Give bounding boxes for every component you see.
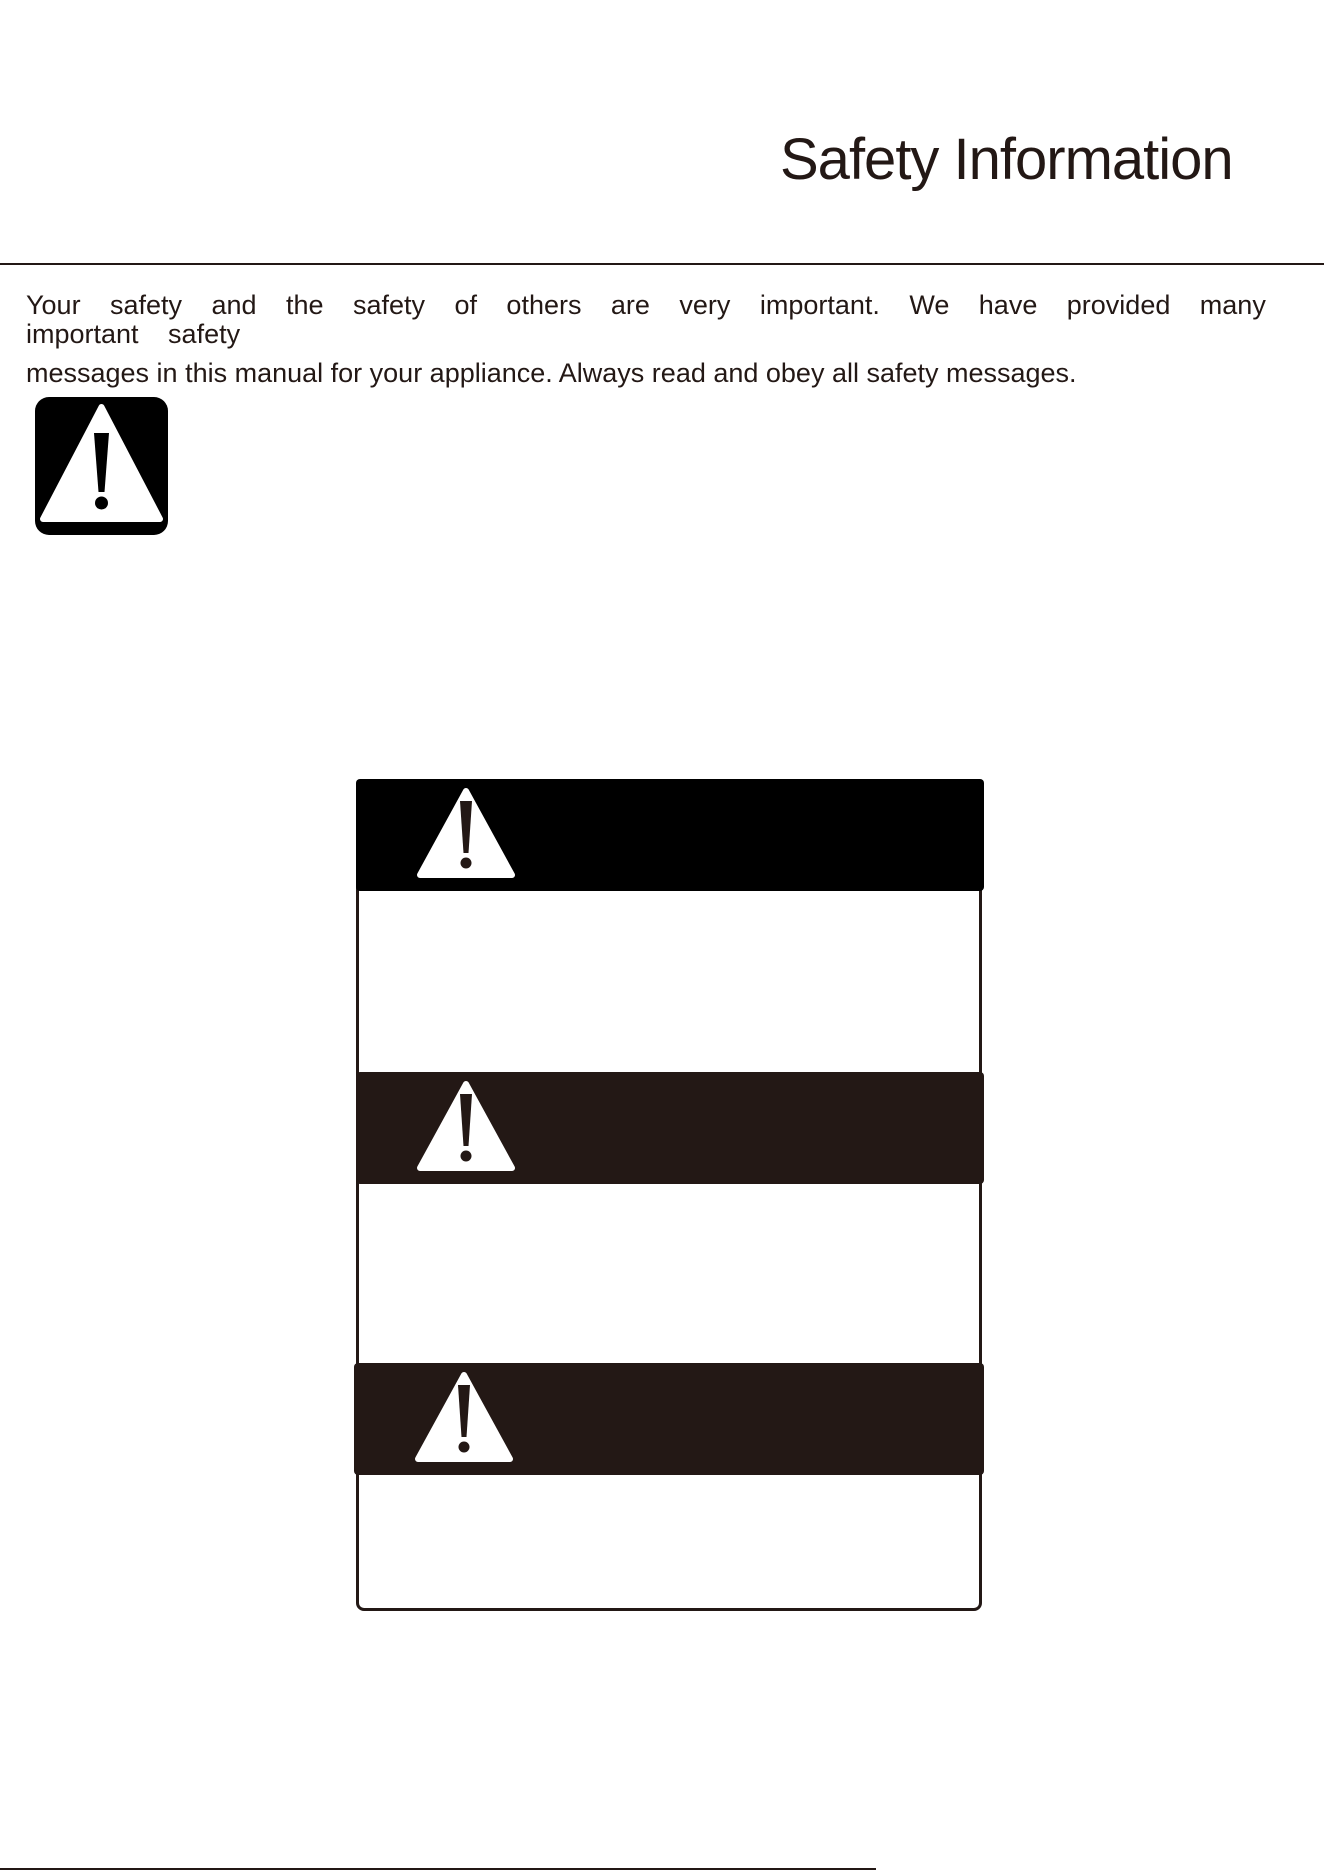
intro-word: and [211, 290, 257, 320]
page-title: Safety Information [780, 127, 1233, 192]
footer-divider [0, 1868, 876, 1870]
intro-word: have [978, 290, 1038, 320]
safety-signal-words-panel [356, 779, 982, 1611]
intro-word: the [285, 290, 324, 320]
intro-paragraph-line-1 [26, 290, 1266, 321]
warning-triangle-icon [416, 787, 516, 881]
intro-word: many [1199, 290, 1266, 320]
intro-word: of [454, 290, 477, 320]
intro-word: others [506, 290, 582, 320]
intro-paragraph-line-1-continuation: important safety [26, 319, 241, 349]
intro-paragraph-line-2: messages in this manual for your appliance. Always read and obey all safety messages. [26, 358, 1077, 388]
header-divider [0, 263, 1324, 265]
safety-alert-icon [35, 397, 168, 535]
intro-word: safety [352, 290, 426, 320]
intro-word: important. [759, 290, 880, 320]
intro-word: Your [26, 290, 81, 320]
intro-word: We [909, 290, 950, 320]
warning-triangle-icon [414, 1371, 514, 1465]
caution-signal-bar [354, 1363, 984, 1475]
warning-triangle-icon [416, 1080, 516, 1174]
intro-word: safety [110, 290, 183, 320]
intro-word: provided [1066, 290, 1171, 320]
danger-signal-bar [356, 779, 984, 891]
warning-signal-bar [356, 1072, 984, 1184]
intro-word: very [679, 290, 731, 320]
intro-word: are [610, 290, 650, 320]
